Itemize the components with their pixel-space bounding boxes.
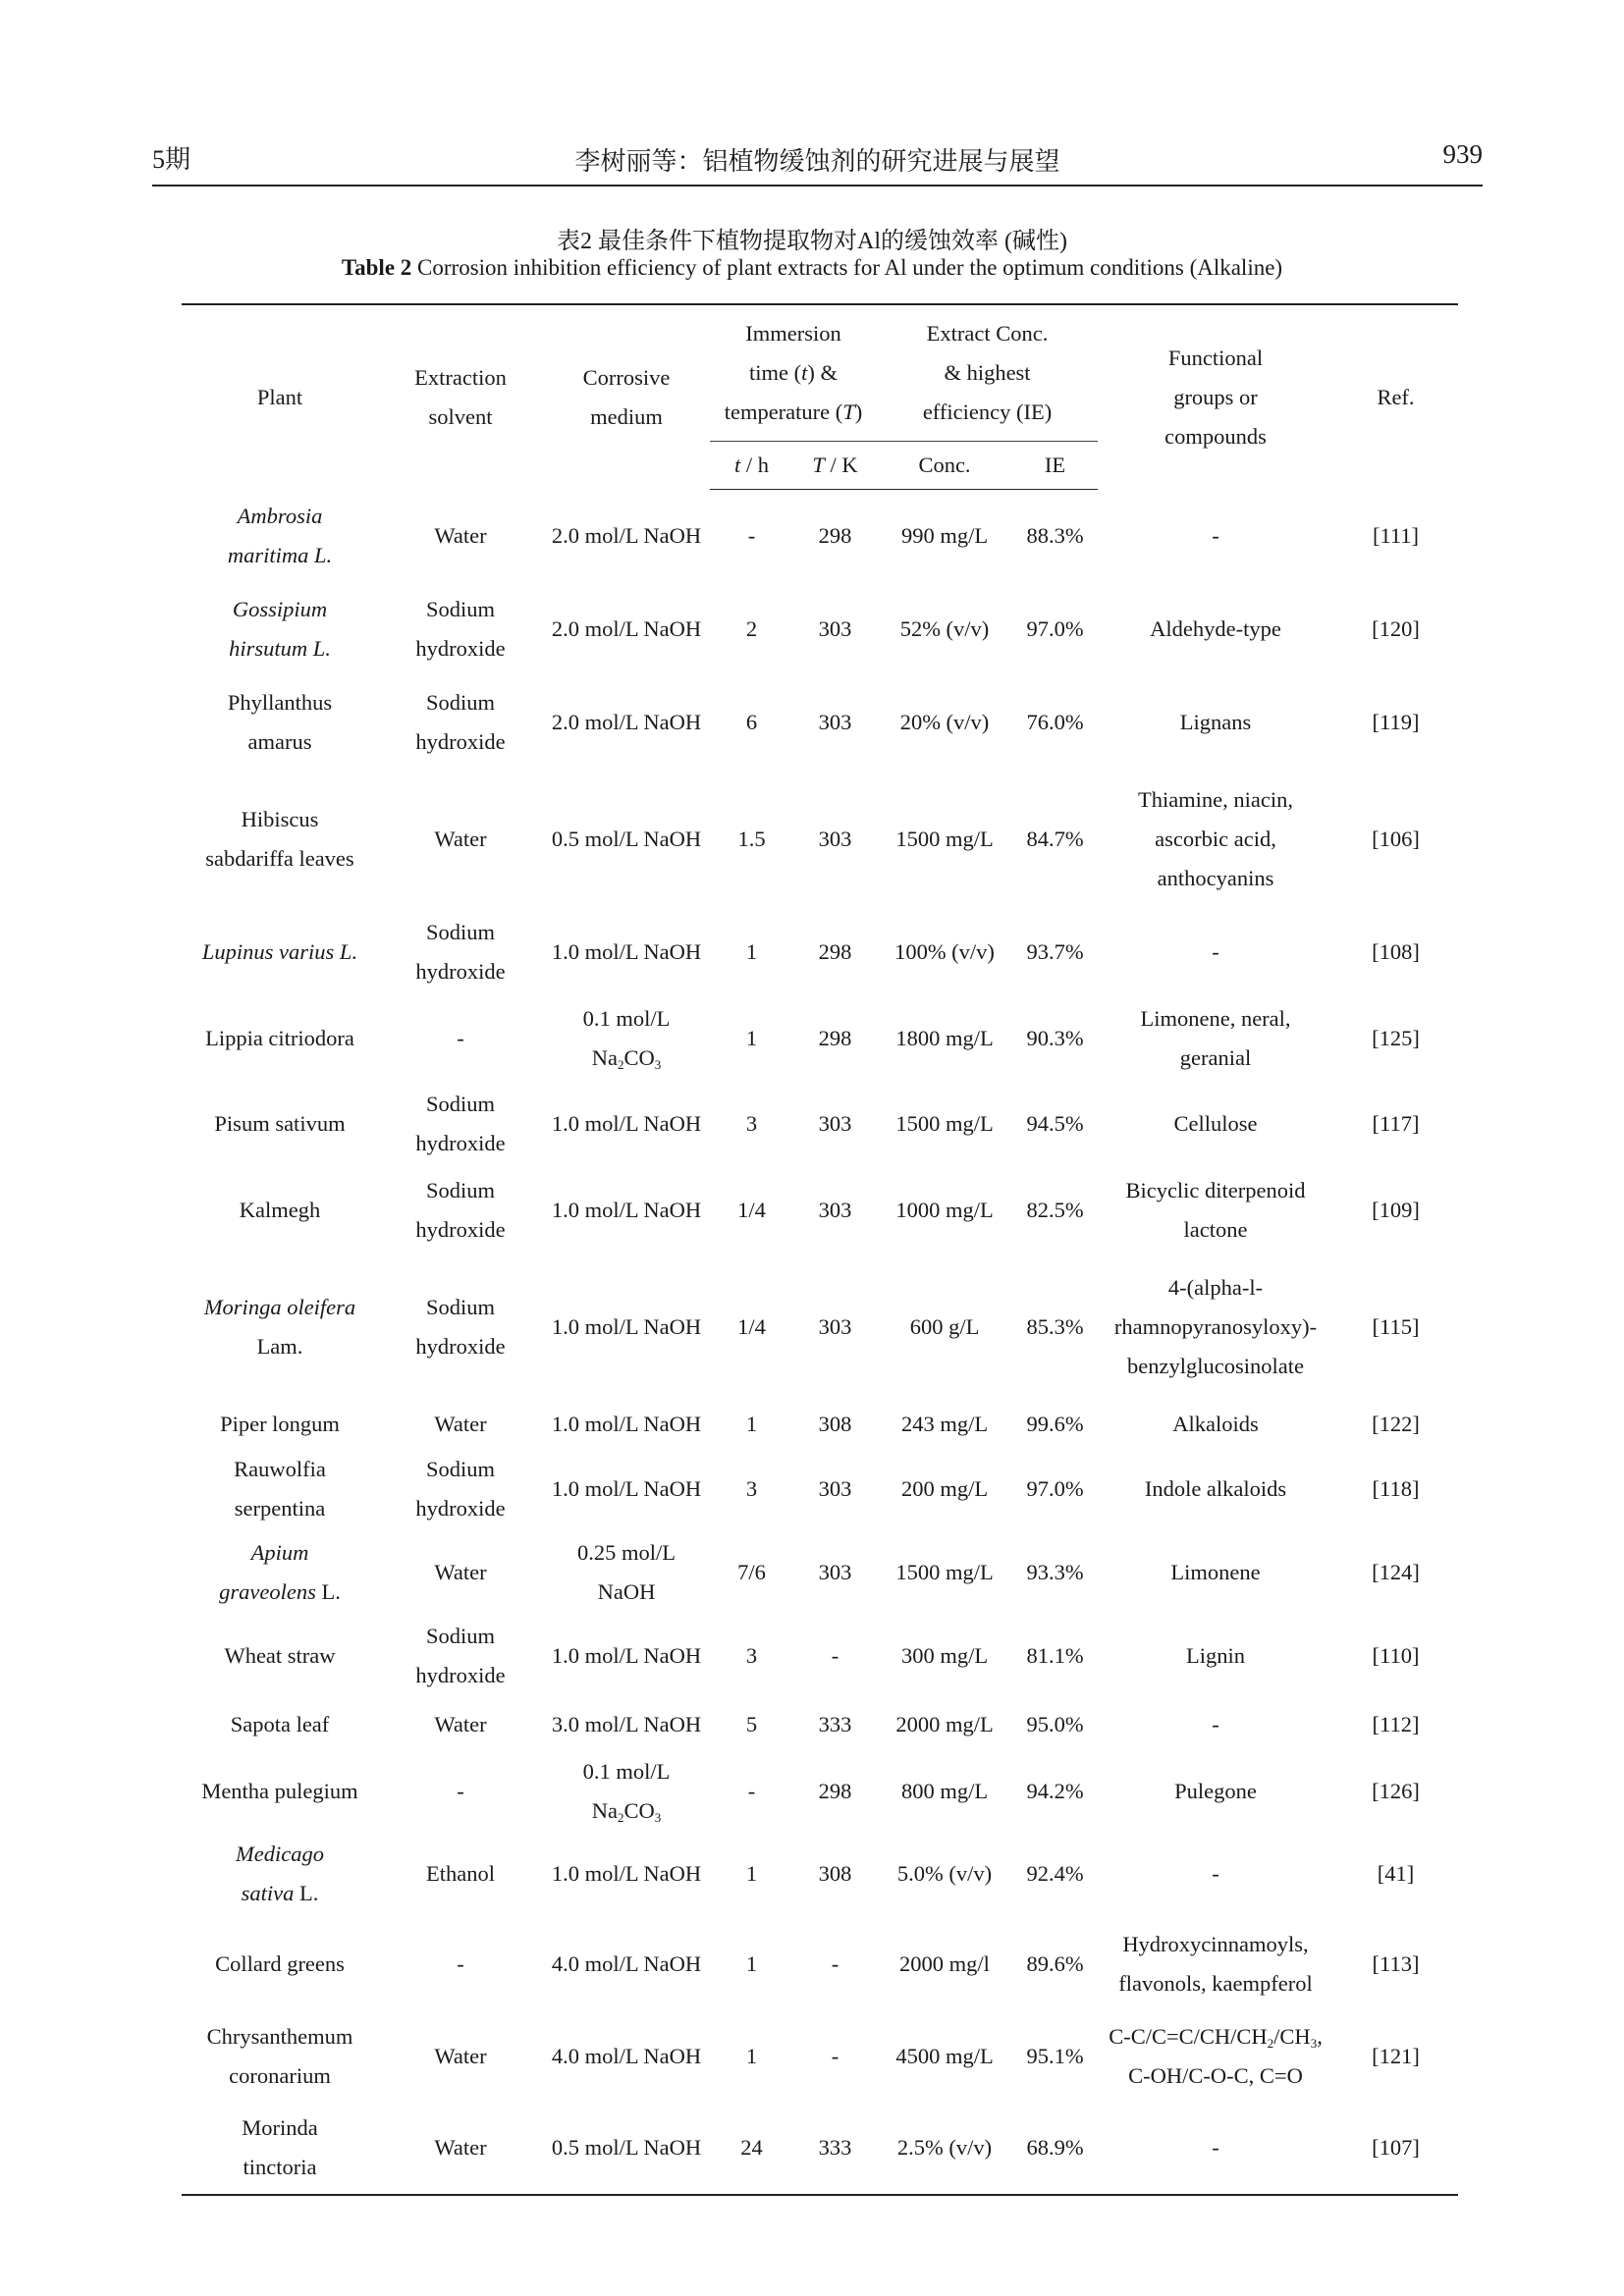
cell-conc: 243 mg/L xyxy=(900,1411,989,1436)
cell-ref: [119] xyxy=(1372,710,1420,734)
col-header-immersion: Immersion time (t) & temperature (T) xyxy=(710,304,877,442)
cell-ref: [124] xyxy=(1372,1560,1420,1584)
cell-ref: [120] xyxy=(1372,616,1420,641)
cell-medium: 3.0 mol/L NaOH xyxy=(551,1712,702,1736)
cell-medium: 1.0 mol/L NaOH xyxy=(551,1111,702,1136)
cell-time: 1 xyxy=(745,1950,758,1976)
cell-temperature: 303 xyxy=(818,1476,852,1501)
cell-temperature: 308 xyxy=(818,1411,852,1436)
cell-functional: Lignin xyxy=(1186,1643,1245,1668)
table-row xyxy=(182,770,1458,909)
cell-conc: 1500 mg/L xyxy=(895,1560,994,1584)
cell-conc: 20% (v/v) xyxy=(899,710,990,734)
cell-solvent: Water xyxy=(434,1411,487,1436)
cell-solvent: Sodium hydroxide xyxy=(415,597,506,661)
cell-conc: 4500 mg/L xyxy=(895,2043,994,2068)
cell-solvent: Water xyxy=(434,1560,487,1584)
cell-ref: [41] xyxy=(1377,1860,1415,1886)
col-header-ref: Ref. xyxy=(1333,304,1458,490)
cell-solvent: - xyxy=(457,1025,464,1050)
cell-temperature: - xyxy=(831,1950,839,1976)
cell-medium: 1.0 mol/L NaOH xyxy=(551,1643,702,1668)
cell-solvent: Ethanol xyxy=(426,1860,495,1886)
table-row xyxy=(182,1401,1458,1448)
cell-temperature: 303 xyxy=(818,616,852,641)
cell-time: 7/6 xyxy=(737,1560,766,1584)
cell-plant: Piper longum xyxy=(220,1411,340,1436)
cell-medium: 0.1 mol/L $Na_2CO_3$ xyxy=(582,1758,671,1825)
cell-ref: [125] xyxy=(1372,1025,1420,1050)
cell-time: 1 xyxy=(745,1411,758,1436)
col-header-medium: Corrosive medium xyxy=(543,304,710,490)
cell-medium: 0.5 mol/L NaOH xyxy=(543,2102,710,2195)
table-row xyxy=(182,909,1458,995)
page-number: 939 xyxy=(1442,139,1483,169)
cell-temperature: 298 xyxy=(818,1025,852,1050)
cell-ref: [106] xyxy=(1372,826,1420,851)
cell-solvent: Sodium hydroxide xyxy=(415,690,506,754)
cell-time: 1.5 xyxy=(737,826,766,851)
cell-functional: - xyxy=(1098,2102,1333,2195)
table-row xyxy=(182,676,1458,770)
cell-medium: 2.0 mol/L NaOH xyxy=(551,710,702,734)
cell-plant: Sapota leaf xyxy=(230,1712,330,1736)
cell-solvent: Sodium hydroxide xyxy=(415,1092,506,1155)
cell-functional: Lignans xyxy=(1179,710,1252,734)
cell-solvent: Water xyxy=(434,523,487,548)
cell-time: 2 xyxy=(745,616,758,641)
cell-temperature: 303 xyxy=(818,826,852,851)
cell-temperature: 333 xyxy=(793,2102,877,2195)
cell-ref: [121] xyxy=(1372,2043,1420,2068)
cell-functional: - xyxy=(1212,1712,1219,1736)
cell-temperature: 333 xyxy=(818,1712,852,1736)
cell-plant: Chrysanthemum coronarium xyxy=(206,2023,353,2088)
cell-conc: 2000 mg/L xyxy=(895,1712,994,1736)
col-header-ie: IE xyxy=(1012,442,1098,490)
running-header xyxy=(152,139,1483,187)
cell-plant: Wheat straw xyxy=(224,1643,336,1668)
cell-time: 1 xyxy=(745,2043,758,2068)
cell-solvent: - xyxy=(457,1778,464,1803)
cell-ie: 92.4% xyxy=(1026,1860,1084,1886)
cell-ie: 95.0% xyxy=(1026,1712,1084,1736)
cell-functional: Alkaloids xyxy=(1172,1411,1259,1436)
table-row xyxy=(182,2011,1458,2102)
cell-plant: Gossipium hirsutum L. xyxy=(229,597,331,661)
cell-ie: 88.3% xyxy=(1026,523,1084,549)
table-row xyxy=(182,1831,1458,1917)
cell-time: 3 xyxy=(745,1111,758,1136)
cell-functional: Pulegone xyxy=(1174,1778,1257,1803)
cell-conc: 1500 mg/L xyxy=(895,826,994,851)
cell-ie: 85.3% xyxy=(1026,1313,1084,1339)
cell-functional: Thiamine, niacin, ascorbic acid, anthocyanins xyxy=(1137,786,1294,890)
cell-medium: 2.0 mol/L NaOH xyxy=(551,616,702,641)
cell-ref: [110] xyxy=(1372,1643,1420,1668)
cell-conc: 1000 mg/L xyxy=(895,1197,994,1222)
table-label: Table 2 xyxy=(341,255,412,280)
cell-ref: [117] xyxy=(1372,1111,1420,1136)
table-row xyxy=(182,1752,1458,1831)
cell-plant: Collard greens xyxy=(215,1950,345,1976)
cell-time: 6 xyxy=(745,710,758,734)
cell-conc: 100% (v/v) xyxy=(894,938,995,964)
cell-functional: Hydroxycinnamoyls, flavonols, kaempferol xyxy=(1118,1931,1313,1996)
cell-temperature: - xyxy=(831,1643,839,1668)
cell-functional: 4-(alpha-l- rhamnopyranosyloxy)- benzylglucosinolate xyxy=(1113,1274,1318,1378)
cell-plant: Morinda tinctoria xyxy=(182,2102,378,2195)
cell-ie: 94.5% xyxy=(1026,1111,1084,1136)
cell-conc: 1800 mg/L xyxy=(895,1025,994,1050)
data-table xyxy=(182,303,1458,2196)
cell-medium: 1.0 mol/L NaOH xyxy=(551,938,702,964)
cell-ie: 90.3% xyxy=(1026,1025,1084,1050)
cell-plant: Lupinus varius L. xyxy=(201,938,358,964)
cell-time: 1/4 xyxy=(737,1197,766,1222)
cell-conc: 200 mg/L xyxy=(900,1476,989,1501)
cell-ie: 76.0% xyxy=(1026,710,1084,734)
cell-conc: 2000 mg/l xyxy=(899,1950,990,1976)
table-row xyxy=(182,583,1458,676)
cell-functional: Limonene, neral, geranial xyxy=(1140,1005,1291,1070)
cell-ref: [113] xyxy=(1372,1950,1420,1976)
col-header-conc: Conc. xyxy=(877,442,1012,490)
cell-conc: 2.5% (v/v) xyxy=(877,2102,1012,2195)
cell-ref: [109] xyxy=(1372,1197,1420,1222)
col-header-temperature: T / K xyxy=(793,442,877,490)
cell-time: 1 xyxy=(745,1860,758,1886)
header-row xyxy=(182,304,1458,442)
table-row xyxy=(182,1698,1458,1752)
cell-temperature: 298 xyxy=(818,523,852,549)
cell-solvent: Water xyxy=(434,2043,487,2068)
cell-ie: 82.5% xyxy=(1026,1197,1084,1222)
cell-plant: Apium graveolens L. xyxy=(219,1540,341,1604)
cell-functional: Aldehyde-type xyxy=(1150,616,1281,641)
cell-temperature: 298 xyxy=(818,938,852,964)
cell-functional: - xyxy=(1212,523,1219,548)
cell-functional: Cellulose xyxy=(1173,1111,1258,1136)
cell-plant: Lippia citriodora xyxy=(205,1025,354,1050)
cell-conc: 1500 mg/L xyxy=(895,1111,994,1136)
cell-solvent: Sodium hydroxide xyxy=(415,1457,506,1521)
cell-plant: Pisum sativum xyxy=(214,1111,346,1136)
cell-ref: [118] xyxy=(1372,1476,1420,1501)
cell-medium: 1.0 mol/L NaOH xyxy=(551,1860,702,1886)
cell-ie: 99.6% xyxy=(1026,1411,1084,1436)
col-header-plant: Plant xyxy=(182,304,378,490)
cell-time: 3 xyxy=(745,1476,758,1501)
cell-time: - xyxy=(747,1778,756,1803)
cell-time: 1 xyxy=(745,1025,758,1050)
cell-medium: 1.0 mol/L NaOH xyxy=(551,1476,702,1501)
issue-number: 5期 xyxy=(152,145,191,174)
col-header-solvent: Extraction solvent xyxy=(378,304,543,490)
cell-solvent: Sodium hydroxide xyxy=(415,1177,506,1242)
cell-medium: 1.0 mol/L NaOH xyxy=(551,1313,702,1339)
cell-ref: [115] xyxy=(1372,1313,1420,1339)
cell-ie: 95.1% xyxy=(1026,2043,1084,2068)
cell-conc: 800 mg/L xyxy=(900,1778,989,1803)
cell-temperature: 298 xyxy=(818,1778,852,1803)
cell-time: 1/4 xyxy=(737,1313,766,1339)
table-row xyxy=(182,1254,1458,1401)
table-row xyxy=(182,1615,1458,1698)
cell-medium: 0.1 mol/L $Na_2CO_3$ xyxy=(582,1005,671,1072)
table-caption-zh: 表2 最佳条件下植物提取物对Al的缓蚀效率 (碱性) xyxy=(557,229,1067,254)
cell-ref: [108] xyxy=(1372,938,1420,964)
cell-functional: Limonene xyxy=(1170,1560,1261,1584)
cell-plant: Rauwolfia serpentina xyxy=(234,1457,326,1521)
cell-time: 24 xyxy=(710,2102,793,2195)
col-header-extract: Extract Conc. & highest efficiency (IE) xyxy=(877,304,1098,442)
cell-ref: [122] xyxy=(1372,1411,1420,1436)
cell-solvent: Sodium hydroxide xyxy=(415,1294,506,1359)
cell-plant: Hibiscus sabdariffa leaves xyxy=(205,806,354,871)
cell-plant: Moringa oleifera Lam. xyxy=(203,1294,356,1359)
cell-solvent: Water xyxy=(378,2102,543,2195)
cell-conc: 990 mg/L xyxy=(900,523,989,549)
cell-plant: Ambrosia maritima L. xyxy=(227,504,333,567)
cell-ref: [107] xyxy=(1333,2102,1458,2195)
cell-functional: Indole alkaloids xyxy=(1144,1476,1287,1501)
cell-medium: 0.25 mol/L NaOH xyxy=(577,1540,676,1604)
cell-conc: 300 mg/L xyxy=(900,1643,989,1668)
cell-medium: 4.0 mol/L NaOH xyxy=(551,2043,702,2068)
cell-ie: 84.7% xyxy=(1026,826,1084,851)
cell-temperature: 303 xyxy=(818,710,852,734)
table-caption-text: Corrosion inhibition efficiency of plant extracts for Al under the optimum conditions (Alkaline) xyxy=(417,255,1283,280)
cell-solvent: Sodium hydroxide xyxy=(415,1624,506,1687)
cell-medium: 0.5 mol/L NaOH xyxy=(551,826,702,851)
cell-ie: 97.0% xyxy=(1026,616,1084,641)
cell-temperature: - xyxy=(831,2043,839,2068)
cell-conc: 5.0% (v/v) xyxy=(896,1860,993,1886)
cell-temperature: 303 xyxy=(818,1197,852,1222)
table-caption-en xyxy=(118,255,1506,281)
cell-functional: - xyxy=(1212,938,1219,964)
cell-ie: 97.0% xyxy=(1026,1476,1084,1501)
cell-ref: [126] xyxy=(1372,1778,1420,1803)
cell-solvent: Sodium hydroxide xyxy=(415,919,506,984)
col-header-functional: Functional groups or compounds xyxy=(1098,304,1333,490)
cell-temperature: 303 xyxy=(818,1313,852,1339)
table-row xyxy=(182,995,1458,1082)
cell-time: - xyxy=(747,523,756,549)
cell-ie: 94.2% xyxy=(1026,1778,1084,1803)
cell-ie: 93.7% xyxy=(1026,938,1084,964)
cell-functional: - xyxy=(1212,1860,1219,1886)
table-row xyxy=(182,1448,1458,1531)
cell-ie: 81.1% xyxy=(1026,1643,1084,1668)
cell-solvent: Water xyxy=(434,826,487,851)
cell-medium: 1.0 mol/L NaOH xyxy=(551,1197,702,1222)
cell-plant: Mentha pulegium xyxy=(201,1778,358,1803)
cell-medium: 1.0 mol/L NaOH xyxy=(551,1411,702,1436)
cell-temperature: 303 xyxy=(818,1111,852,1136)
col-header-time: t / h xyxy=(710,442,793,490)
running-title: 李树丽等：铝植物缓蚀剂的研究进展与展望 xyxy=(574,147,1060,176)
table-row xyxy=(182,490,1458,583)
cell-functional: $C-C/C=C/CH/CH_2/CH_3$, C-OH/C-O-C, C=O xyxy=(1109,2023,1323,2088)
cell-medium: 2.0 mol/L NaOH xyxy=(551,523,702,548)
table-row xyxy=(182,1917,1458,2011)
table-row xyxy=(182,1167,1458,1254)
cell-temperature: 308 xyxy=(818,1860,852,1886)
cell-ie: 93.3% xyxy=(1026,1560,1084,1584)
table-row xyxy=(182,2102,1458,2195)
cell-temperature: 303 xyxy=(818,1560,852,1584)
cell-plant: Phyllanthus amarus xyxy=(227,690,333,754)
cell-plant: Medicago sativa L. xyxy=(236,1841,324,1905)
cell-ie: 68.9% xyxy=(1012,2102,1098,2195)
cell-conc: 600 g/L xyxy=(909,1313,980,1339)
cell-solvent: Water xyxy=(434,1712,487,1736)
cell-conc: 52% (v/v) xyxy=(899,616,990,641)
cell-time: 3 xyxy=(745,1643,758,1668)
cell-time: 5 xyxy=(745,1712,758,1736)
cell-medium: 4.0 mol/L NaOH xyxy=(551,1950,702,1976)
table-row xyxy=(182,1082,1458,1167)
cell-time: 1 xyxy=(745,938,758,964)
cell-functional: Bicyclic diterpenoid lactone xyxy=(1125,1177,1306,1242)
table-row xyxy=(182,1531,1458,1615)
cell-solvent: - xyxy=(457,1950,464,1976)
cell-plant: Kalmegh xyxy=(239,1197,321,1222)
cell-ie: 89.6% xyxy=(1026,1950,1084,1976)
cell-ref: [111] xyxy=(1372,523,1420,548)
cell-ref: [112] xyxy=(1372,1712,1420,1736)
